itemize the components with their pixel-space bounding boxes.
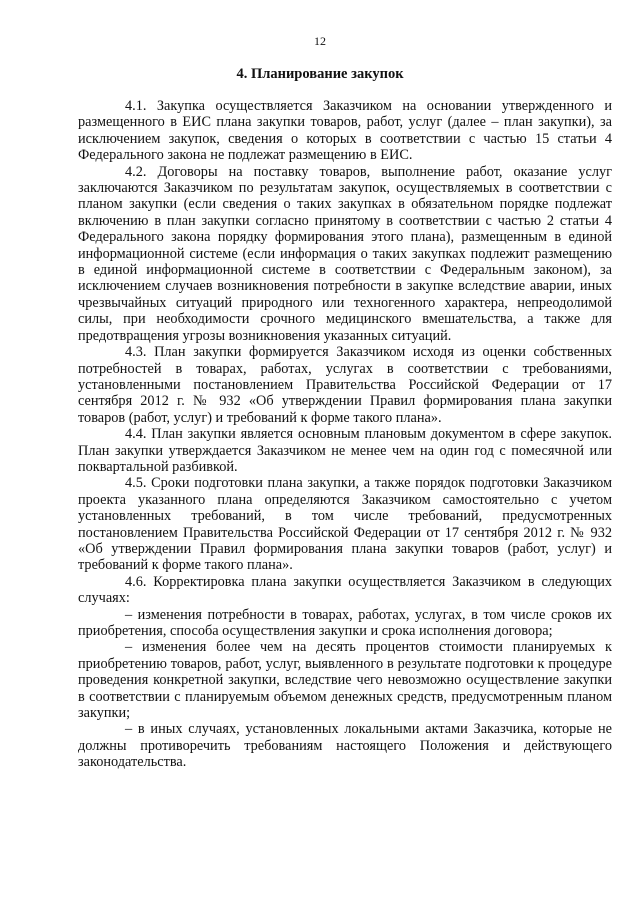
page-number: 12 (314, 34, 326, 48)
paragraph-4-6: 4.6. Корректировка плана закупки осуществляется Заказчиком в следующих случаях: (78, 573, 612, 607)
paragraph-4-3: 4.3. План закупки формируется Заказчиком исходя из оценки собственных потребностей в товарах, работах, услугах в соответствии с требованиями, установленными постановлением Правительства Российской Федерации от 17 сентября 2012 г. № 932 «Об утверждении Правил формирования плана закупки товаров (работ, услуг) и требований к форме такого плана». (78, 344, 612, 426)
section-title: 4. Планирование закупок (236, 66, 404, 82)
list-item: – в иных случаях, установленных локальными актами Заказчика, которые не должны противоречить требованиям настоящего Положения и действующего законодательства. (78, 721, 612, 771)
paragraph-4-4: 4.4. План закупки является основным плановым документом в сфере закупок. План закупки утверждается Заказчиком не менее чем на один год с помесячной или поквартальной разбивкой. (78, 426, 612, 475)
paragraph-4-1: 4.1. Закупка осуществляется Заказчиком на основании утвержденного и размещенного в ЕИС плана закупки товаров, работ, услуг (далее – план закупки), за исключением закупок, сведения о которых в соответствии с частью 15 статьи 4 Федерального закона не подлежат размещению в ЕИС. (78, 98, 612, 164)
document-body (78, 98, 612, 771)
list-item: – изменения более чем на десять процентов стоимости планируемых к приобретению товаров, работ, услуг, выявленного в результате подготовки к процедуре проведения конкретной закупки, вследствие чего невозможно осуществление закупки в соответствии с планируемым объемом денежных средств, предусмотренным планом закупки; (78, 639, 612, 722)
paragraph-4-5: 4.5. Сроки подготовки плана закупки, а также порядок подготовки Заказчиком проекта указанного плана определяются Заказчиком самостоятельно с учетом установленных требований, в том числе требований, предусмотренных постановлением Правительства Российской Федерации от 17 сентября 2012 г. № 932 «Об утверждении Правил формирования плана закупки товаров (работ, услуг) и требований к форме такого плана». (78, 475, 612, 574)
paragraph-4-2: 4.2. Договоры на поставку товаров, выполнение работ, оказание услуг заключаются Заказчиком по результатам закупок, осуществляемых в соответствии с планом закупки (если сведения о таких закупках в обязательном порядке подлежат включению в план закупки согласно принятому в соответствии с частью 2 статьи 4 Федерального закона порядку формирования этого плана), размещенным в единой информационной системе (если информация о таких закупках подлежит размещению в единой информационной системе в соответствии с Федеральным законом), за исключением случаев возникновения потребности в закупке вследствие аварии, иных чрезвычайных ситуаций природного или техногенного характера, непреодолимой силы, при необходимости срочного медицинского вмешательства, а также для предотвращения угрозы возникновения указанных ситуаций. (78, 163, 612, 344)
list-item: – изменения потребности в товарах, работах, услугах, в том числе сроков их приобретения, способа осуществления закупки и срока исполнения договора; (78, 606, 612, 639)
